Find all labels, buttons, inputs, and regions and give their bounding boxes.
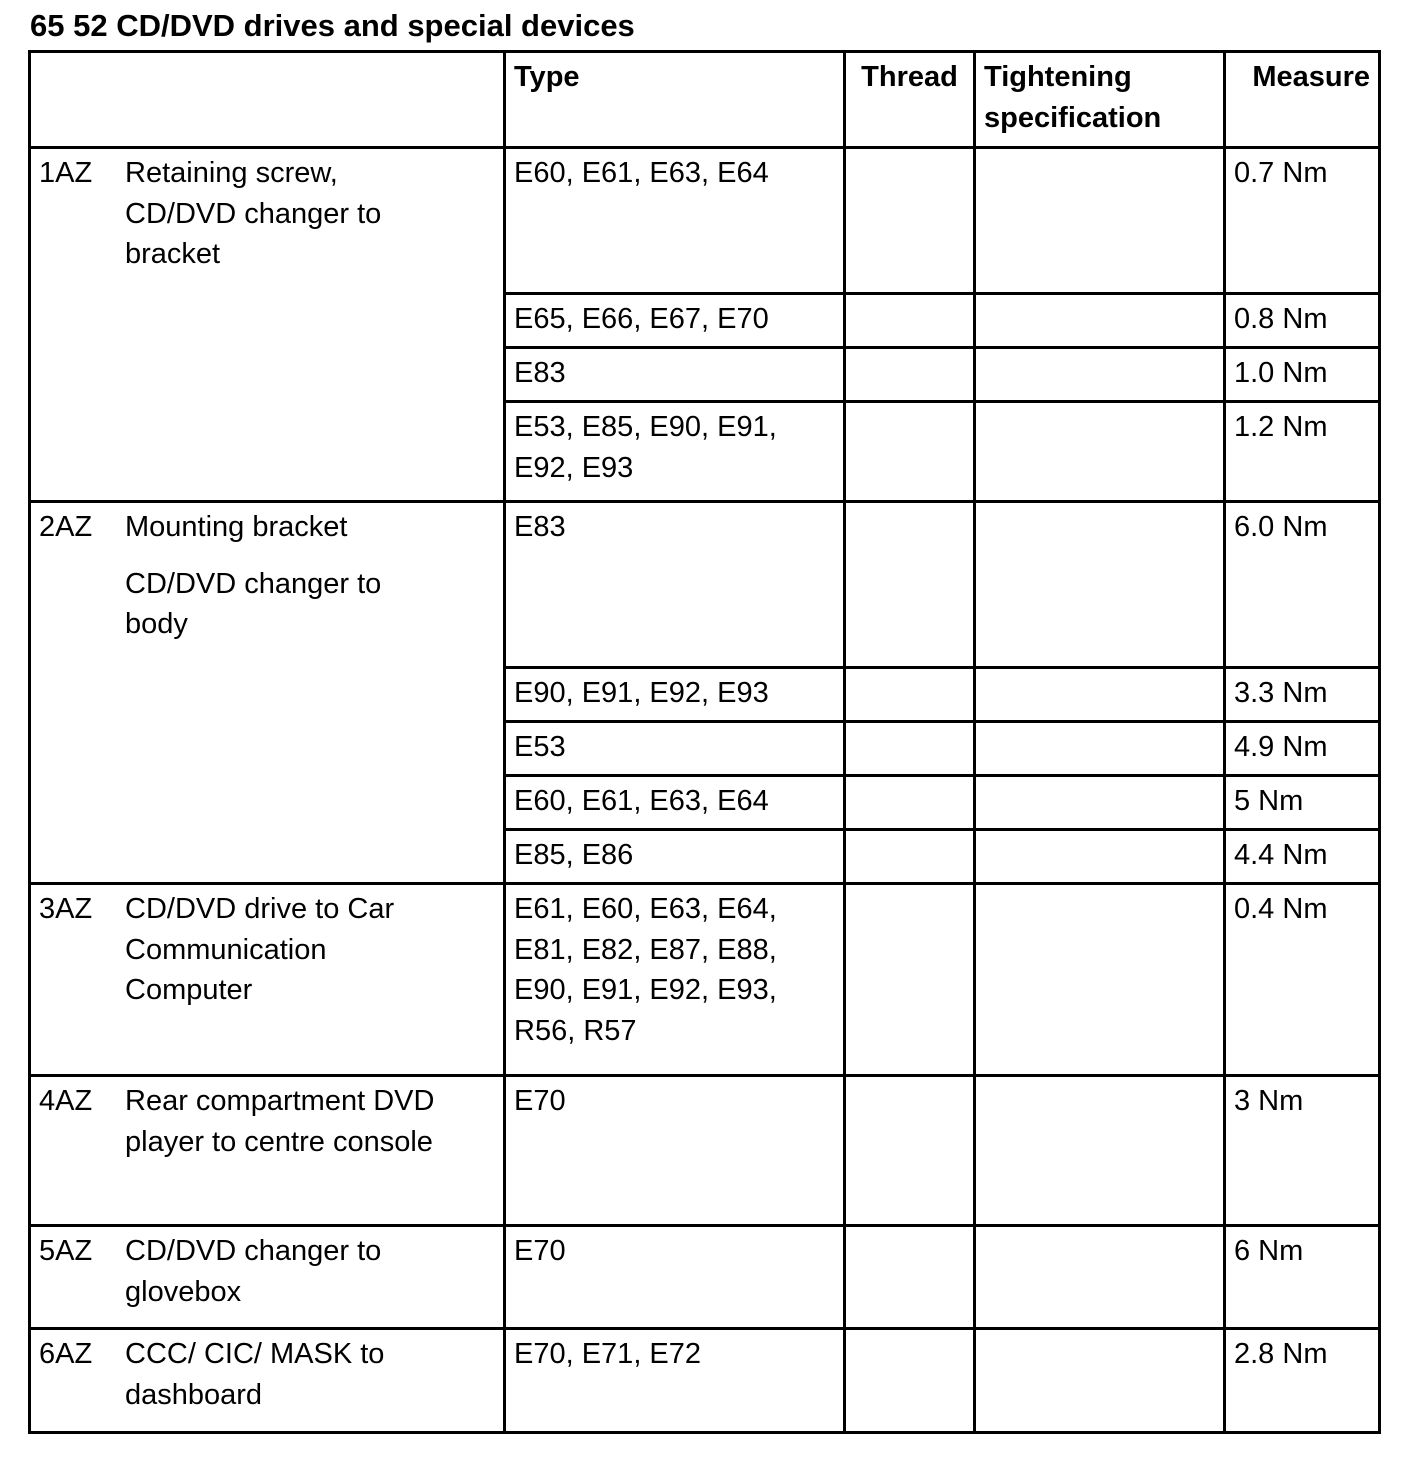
cell-measure: 4.9 Nm [1225,722,1380,776]
table-row [30,1226,1380,1329]
cell-type: E61, E60, E63, E64, E81, E82, E87, E88, E90, E91, E92, E93, R56, R57 [505,884,845,1076]
cell-tightening [975,502,1225,668]
cell-thread [845,830,975,884]
cell-tightening [975,884,1225,1076]
item-description: CD/DVD drive to Car Communication Computer [125,893,395,1007]
item-description: Rear compartment DVD player to centre console [125,1085,435,1158]
item-code: 4AZ [39,1085,93,1117]
cell-measure: 6.0 Nm [1225,502,1380,668]
item-description-wrap [125,1231,445,1312]
item-cell-4az [30,1076,505,1226]
item-description-wrap [125,889,445,1011]
item-cell-3az [30,884,505,1076]
item-cell-2az [30,502,505,884]
cell-tightening [975,402,1225,502]
item-description: CD/DVD changer to glovebox [125,1235,382,1308]
cell-thread [845,1076,975,1226]
cell-measure: 4.4 Nm [1225,830,1380,884]
cell-thread [845,1226,975,1329]
cell-measure: 6 Nm [1225,1226,1380,1329]
cell-measure: 3.3 Nm [1225,668,1380,722]
cell-tightening [975,294,1225,348]
cell-measure: 2.8 Nm [1225,1329,1380,1433]
cell-tightening [975,830,1225,884]
cell-tightening [975,1329,1225,1433]
table-header-row [30,52,1380,148]
cell-thread [845,148,975,294]
page-title: 65 52 CD/DVD drives and special devices [30,8,635,43]
cell-measure: 5 Nm [1225,776,1380,830]
cell-tightening [975,776,1225,830]
cell-type: E53, E85, E90, E91, E92, E93 [505,402,845,502]
header-thread: Thread [845,52,975,148]
item-description-2: CD/DVD changer to body [125,567,382,641]
header-type: Type [505,52,845,148]
cell-thread [845,776,975,830]
item-description: Retaining screw, CD/DVD changer to bracket [125,157,382,271]
cell-measure: 1.2 Nm [1225,402,1380,502]
header-item [30,52,505,148]
item-wrap [39,1231,495,1312]
cell-thread [845,722,975,776]
item-description-wrap [125,1334,445,1415]
header-measure: Measure [1225,52,1380,148]
item-description: CCC/ CIC/ MASK to dashboard [125,1338,385,1411]
cell-measure: 0.4 Nm [1225,884,1380,1076]
cell-type: E65, E66, E67, E70 [505,294,845,348]
cell-thread [845,668,975,722]
item-description-wrap [125,1081,445,1162]
cell-type: E83 [505,348,845,402]
item-code: 1AZ [39,157,93,189]
item-description-wrap [125,507,445,645]
cell-thread [845,884,975,1076]
table-row [30,1329,1380,1433]
item-wrap [39,889,495,1011]
cell-thread [845,402,975,502]
cell-measure: 0.7 Nm [1225,148,1380,294]
item-wrap [39,1081,495,1162]
cell-thread [845,294,975,348]
item-description: Mounting bracket [125,511,348,543]
cell-thread [845,502,975,668]
cell-type: E60, E61, E63, E64 [505,148,845,294]
cell-measure: 0.8 Nm [1225,294,1380,348]
cell-measure: 1.0 Nm [1225,348,1380,402]
item-cell-5az [30,1226,505,1329]
cell-type: E90, E91, E92, E93 [505,668,845,722]
cell-tightening [975,348,1225,402]
cell-tightening [975,148,1225,294]
header-tightening: Tightening specification [975,52,1225,148]
cell-type: E60, E61, E63, E64 [505,776,845,830]
cell-tightening [975,1076,1225,1226]
item-description-wrap [125,153,445,275]
cell-thread [845,348,975,402]
table-row [30,148,1380,294]
item-wrap [39,507,495,645]
item-cell-1az [30,148,505,502]
cell-thread [845,1329,975,1433]
cell-tightening [975,722,1225,776]
item-wrap [39,153,495,275]
item-cell-6az [30,1329,505,1433]
table-row [30,884,1380,1076]
table-row [30,1076,1380,1226]
cell-tightening [975,1226,1225,1329]
item-code: 5AZ [39,1235,93,1267]
item-code: 2AZ [39,511,93,543]
table-row [30,502,1380,668]
item-code: 6AZ [39,1338,93,1370]
cell-type: E70 [505,1226,845,1329]
cell-tightening [975,668,1225,722]
spec-table [28,50,1381,1434]
cell-type: E53 [505,722,845,776]
cell-type: E70 [505,1076,845,1226]
item-code: 3AZ [39,893,93,925]
item-wrap [39,1334,495,1415]
cell-measure: 3 Nm [1225,1076,1380,1226]
cell-type: E83 [505,502,845,668]
cell-type: E70, E71, E72 [505,1329,845,1433]
cell-type: E85, E86 [505,830,845,884]
